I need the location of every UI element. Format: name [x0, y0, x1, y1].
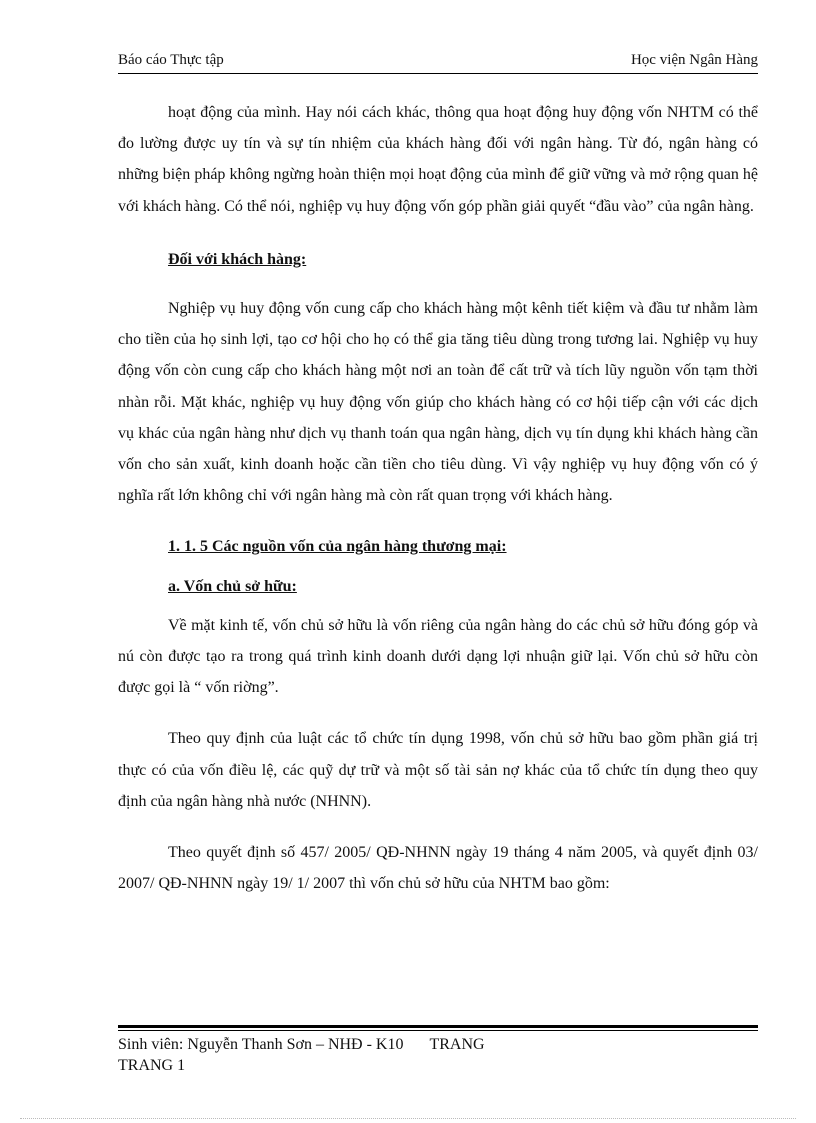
paragraph-4: Theo quy định của luật các tổ chức tín dụng 1998, vốn chủ sở hữu bao gồm phần giá trị thực có của vốn điều lệ, các quỹ dự trữ và một số tài sản nợ khác của tổ chức tín dụng theo quy định của ngân hàng nhà nước (NHNN). — [118, 730, 758, 810]
header-right: Học viện Ngân Hàng — [630, 52, 758, 68]
page-header — [118, 52, 758, 74]
header-rule — [118, 73, 758, 74]
paragraph-2: Nghiệp vụ huy động vốn cung cấp cho khách hàng một kênh tiết kiệm và đầu tư nhằm làm cho tiền của họ sinh lợi, tạo cơ hội cho họ có thể gia tăng tiêu dùng trong tương lai. Nghiệp vụ huy động vốn còn cung cấp cho khách hàng một nơi an toàn để cất trữ và tích lũy nguồn vốn tạm thời nhàn rỗi. Mặt khác, nghiệp vụ huy động vốn giúp cho khách hàng có cơ hội tiếp cận với các dịch vụ khác của ngân hàng như dịch vụ thanh toán qua ngân hàng, dịch vụ tín dụng khi khách hàng cần vốn cho sản xuất, kinh doanh hoặc cần tiền cho tiêu dùng. Vì vậy nghiệp vụ huy động vốn có ý nghĩa rất lớn không chỉ với ngân hàng mà còn rất quan trọng với khách hàng. — [118, 300, 758, 505]
footer-student: Sinh viên: Nguyễn Thanh Sơn – NHĐ - K10 — [118, 1036, 404, 1053]
paragraph-3: Về mặt kinh tế, vốn chủ sở hữu là vốn riêng của ngân hàng do các chủ sở hữu đóng góp và nú còn được tạo ra trong quá trình kinh doanh dưới dạng lợi nhuận giữ lại. Vốn chủ sở hữu còn được gọi là “ vốn riờng”. — [118, 616, 758, 697]
page-bottom-dotted-line — [20, 1118, 796, 1119]
footer-page-number: TRANG 1 — [118, 1057, 186, 1074]
heading-section-1-1-5: 1. 1. 5 Các nguồn vốn của ngân hàng thương mại: — [168, 538, 507, 556]
header-left: Báo cáo Thực tập — [118, 52, 224, 68]
heading-equity: a. Vốn chủ sở hữu: — [168, 577, 297, 595]
page-content — [118, 97, 758, 899]
page-footer — [118, 1034, 485, 1076]
footer-trang: TRANG — [429, 1036, 485, 1053]
footer-rule-thin — [118, 1030, 758, 1031]
footer-rule-thick — [118, 1025, 758, 1028]
paragraph-5: Theo quyết định số 457/ 2005/ QĐ-NHNN ngày 19 tháng 4 năm 2005, và quyết định 03/ 2007/ QĐ-NHNN ngày 19/ 1/ 2007 thì vốn chủ sở hữu của NHTM bao gồm: — [118, 844, 758, 893]
paragraph-1: hoạt động của mình. Hay nói cách khác, thông qua hoạt động huy động vốn NHTM có thể đo lường được uy tín và sự tín nhiệm của khách hàng đối với ngân hàng. Từ đó, ngân hàng có những biện pháp không ngừng hoàn thiện mọi hoạt động của mình để giữ vững và mở rộng quan hệ với khách hàng. Có thể nói, nghiệp vụ huy động vốn góp phần giải quyết “đầu vào” của ngân hàng. — [118, 104, 758, 215]
heading-customers: Đối với khách hàng: — [168, 250, 307, 268]
